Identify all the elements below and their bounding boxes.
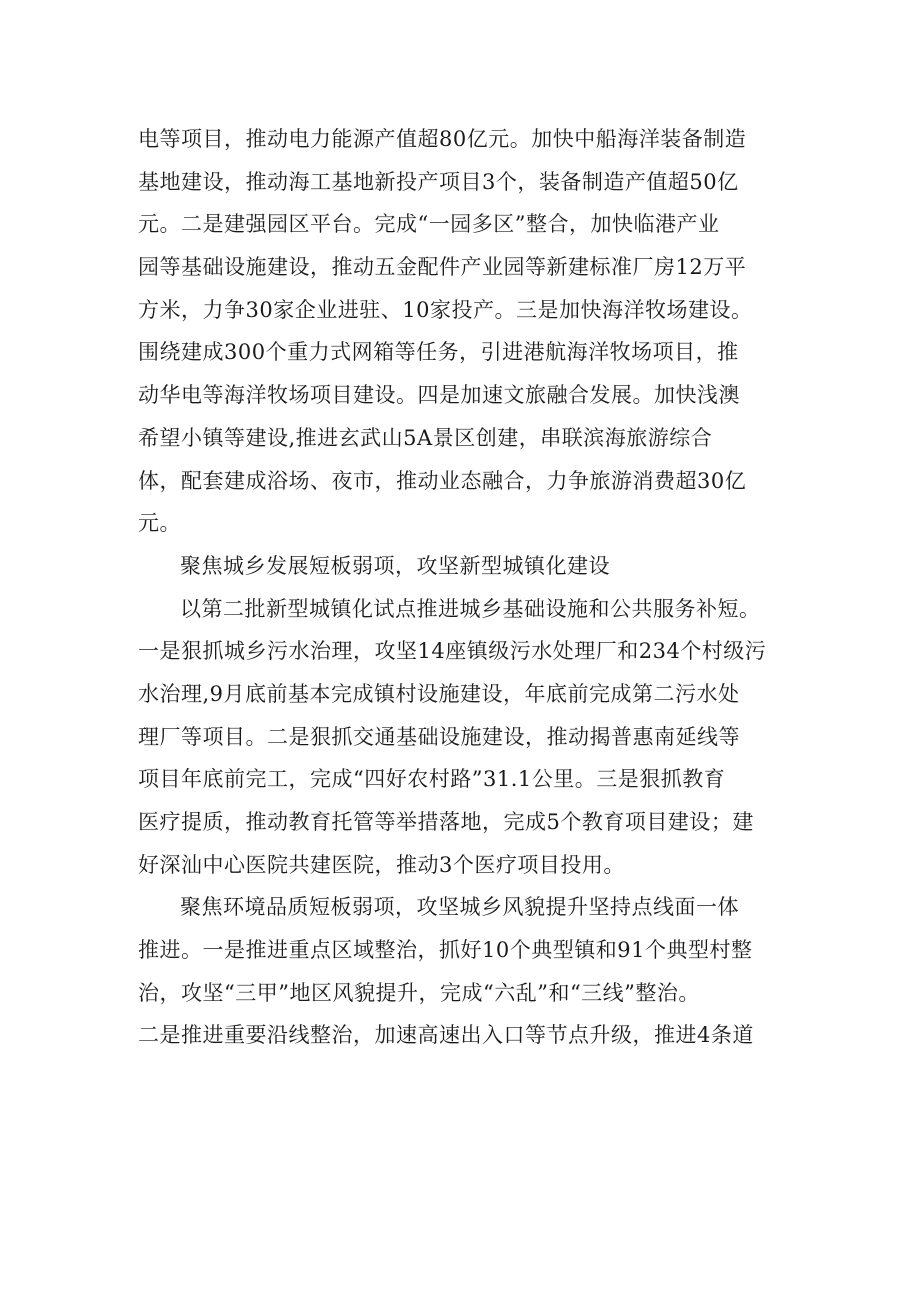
- text-line: 电等项目，推动电力能源产值超80亿元。加快中船海洋装备制造: [138, 127, 747, 151]
- text-line: 希望小镇等建设,推进玄武山5A景区创建，串联滨海旅游综合: [138, 425, 713, 450]
- text-line: 体，配套建成浴场、夜市，推动业态融合，力争旅游消费超30亿: [138, 468, 747, 493]
- text-line: 园等基础设施建设，推动五金配件产业园等新建标准厂房12万平: [138, 255, 747, 280]
- text-line: 水治理,9月底前基本完成镇村设施建设，年底前完成第二污水处: [138, 681, 740, 706]
- text-line: 方米，力争30家企业进驻、10家投产。三是加快海洋牧场建设。: [138, 297, 753, 322]
- text-line: 动华电等海洋牧场项目建设。四是加速文旅融合发展。加快浅澳: [138, 383, 740, 408]
- section-heading: 聚焦城乡发展短板弱项，攻坚新型城镇化建设: [180, 553, 610, 578]
- paragraph-first-line: 以第二批新型城镇化试点推进城乡基础设施和公共服务补短。: [180, 596, 761, 621]
- text-line: 医疗提质，推动教育托管等举措落地，完成5个教育项目建设；建: [138, 810, 754, 834]
- text-line: 元。: [138, 511, 181, 536]
- text-line: 治，攻坚“三甲”地区风貌提升，完成“六乱”和“三线”整治。: [138, 980, 700, 1005]
- text-line: 元。二是建强园区平台。完成“一园多区”整合，加快临港产业: [138, 212, 720, 237]
- text-line: 二是推进重要沿线整治，加速高速出入口等节点升级，推进4条道: [138, 1023, 754, 1048]
- text-line: 好深汕中心医院共建医院，推动3个医疗项目投用。: [138, 852, 625, 877]
- text-line: 理厂等项目。二是狠抓交通基础设施建设，推动揭普惠南延线等: [138, 724, 740, 749]
- text-line: 项目年底前完工，完成“四好农村路”31.1公里。三是狠抓教育: [138, 767, 726, 792]
- text-line: 一是狠抓城乡污水治理，攻坚14座镇级污水处理厂和234个村级污: [138, 639, 767, 664]
- document-body: [138, 118, 798, 1057]
- text-line: 围绕建成300个重力式网箱等任务，引进港航海洋牧场项目，推: [138, 340, 739, 365]
- paragraph-first-line: 聚焦环境品质短板弱项，攻坚城乡风貌提升坚持点线面一体: [180, 895, 739, 920]
- text-line: 推进。一是推进重点区域整治，抓好10个典型镇和91个典型村整: [138, 938, 753, 963]
- text-line: 基地建设，推动海工基地新投产项目3个，装备制造产值超50亿: [138, 169, 739, 194]
